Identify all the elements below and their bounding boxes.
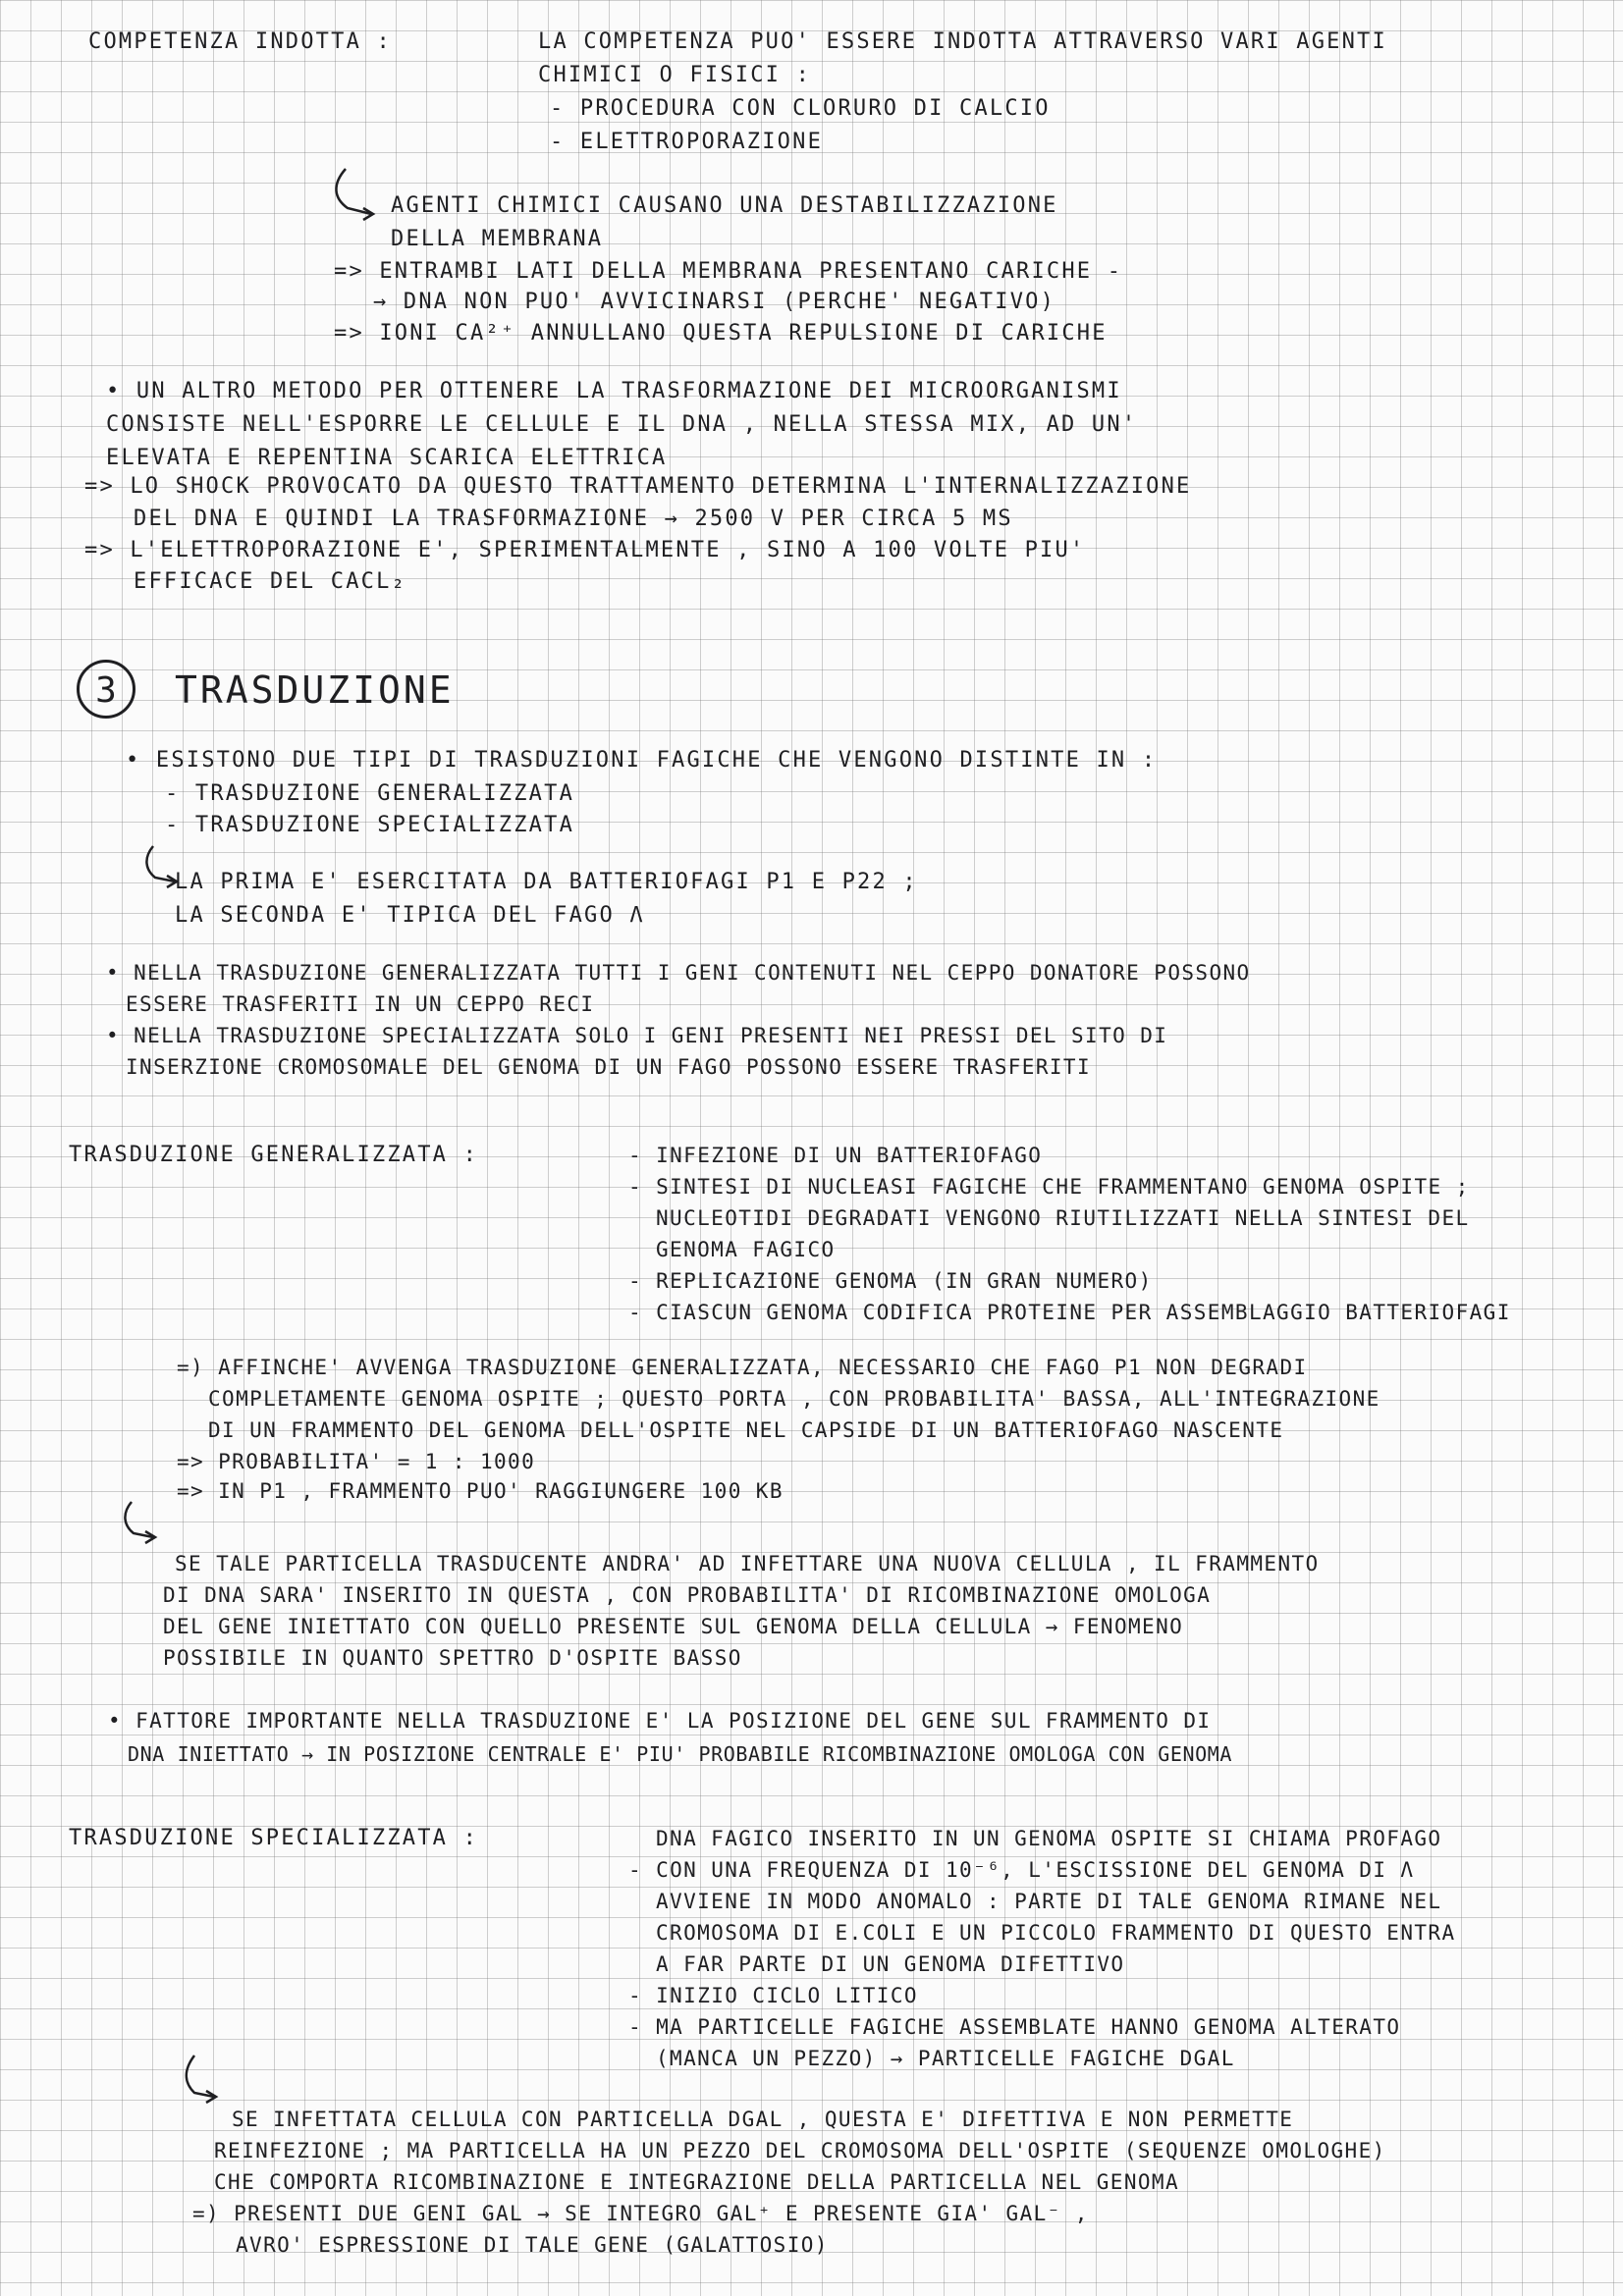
p1-frammento-line: => IN P1 , FRAMMENTO PUO' RAGGIUNGERE 100 KB — [177, 1479, 784, 1503]
particella-line-1: SE TALE PARTICELLA TRASDUCENTE ANDRA' AD INFETTARE UNA NUOVA CELLULA , IL FRAMMENTO — [175, 1552, 1320, 1575]
spec-line-1: • NELLA TRASDUZIONE SPECIALIZZATA SOLO I GENI PRESENTI NEI PRESSI DEL SITO DI — [106, 1024, 1168, 1047]
generalizzata-step-2a: - SINTESI DI NUCLEASI FAGICHE CHE FRAMMENTANO GENOMA OSPITE ; — [628, 1175, 1470, 1199]
particella-line-3: DEL GENE INIETTATO CON QUELLO PRESENTE SUL GENOMA DELLA CELLULA → FENOMENO — [163, 1615, 1184, 1638]
particella-line-2: DI DNA SARA' INSERITO IN QUESTA , CON PROBABILITA' DI RICOMBINAZIONE OMOLOGA — [163, 1583, 1212, 1607]
dgal-line-4: =) PRESENTI DUE GENI GAL → SE INTEGRO GAL⁺ E PRESENTE GIA' GAL⁻ , — [192, 2202, 1089, 2225]
particella-line-4: POSSIBILE IN QUANTO SPETTRO D'OSPITE BASSO — [163, 1646, 742, 1670]
competenza-chem-1: AGENTI CHIMICI CAUSANO UNA DESTABILIZZAZIONE — [391, 193, 1058, 218]
dgal-line-2: REINFEZIONE ; MA PARTICELLA HA UN PEZZO DEL CROMOSOMA DELL'OSPITE (SEQUENZE OMOLOGHE) — [214, 2139, 1386, 2163]
specializzata-step-1b: AVVIENE IN MODO ANOMALO : PARTE DI TALE GENOMA RIMANE NEL — [656, 1890, 1442, 1913]
dgal-line-3: CHE COMPORTA RICOMBINAZIONE E INTEGRAZIONE DELLA PARTICELLA NEL GENOMA — [214, 2170, 1180, 2194]
elettro-line-5: DEL DNA E QUINDI LA TRASFORMAZIONE → 2500 V PER CIRCA 5 MS — [134, 507, 1013, 531]
generalizzata-step-3: - REPLICAZIONE GENOMA (IN GRAN NUMERO) — [628, 1269, 1153, 1293]
prima-line: LA PRIMA E' ESERCITATA DA BATTERIOFAGI P1 E P22 ; — [175, 870, 918, 894]
competenza-intro-2: CHIMICI O FISICI : — [538, 63, 812, 87]
specializzata-step-1d: A FAR PARTE DI UN GENOMA DIFETTIVO — [656, 1952, 1125, 1976]
spec-line-2: INSERZIONE CROMOSOMALE DEL GENOMA DI UN FAGO POSSONO ESSERE TRASFERITI — [126, 1055, 1092, 1079]
specializzata-step-2: - INIZIO CICLO LITICO — [628, 1984, 918, 2007]
competenza-item-1: - PROCEDURA CON CLORURO DI CALCIO — [550, 96, 1051, 121]
dgal-line-5: AVRO' ESPRESSIONE DI TALE GENE (GALATTOSIO) — [236, 2233, 829, 2257]
affinche-line-2: COMPLETAMENTE GENOMA OSPITE ; QUESTO PORTA , CON PROBABILITA' BASSA, ALL'INTEGRAZIONE — [208, 1387, 1380, 1411]
section-title: TRASDUZIONE — [175, 668, 455, 712]
gen-line-2: ESSERE TRASFERITI IN UN CEPPO RECI — [126, 992, 595, 1016]
tipi-line-3: - TRASDUZIONE SPECIALIZZATA — [165, 813, 575, 837]
specializzata-heading: TRASDUZIONE SPECIALIZZATA : — [69, 1826, 479, 1850]
generalizzata-step-2c: GENOMA FAGICO — [656, 1238, 836, 1261]
affinche-line-1: =) AFFINCHE' AVVENGA TRASDUZIONE GENERALIZZATA, NECESSARIO CHE FAGO P1 NON DEGRADI — [177, 1356, 1308, 1379]
competenza-chem-2: DELLA MEMBRANA — [391, 227, 604, 251]
profago-line: DNA FAGICO INSERITO IN UN GENOMA OSPITE SI CHIAMA PROFAGO — [656, 1827, 1442, 1850]
section-number: 3 — [77, 660, 135, 719]
tipi-line-1: • ESISTONO DUE TIPI DI TRASDUZIONI FAGICHE CHE VENGONO DISTINTE IN : — [126, 748, 1158, 773]
specializzata-step-1a: - CON UNA FREQUENZA DI 10⁻⁶, L'ESCISSIONE DEL GENOMA DI Λ — [628, 1858, 1415, 1882]
gen-line-1: • NELLA TRASDUZIONE GENERALIZZATA TUTTI I GENI CONTENUTI NEL CEPPO DONATORE POSSONO — [106, 961, 1251, 985]
elettro-line-7: EFFICACE DEL CACL₂ — [134, 569, 407, 594]
elettro-line-6: => L'ELETTROPORAZIONE E', SPERIMENTALMENTE , SINO A 100 VOLTE PIU' — [84, 538, 1086, 562]
competenza-chem-4: → DNA NON PUO' AVVICINARSI (PERCHE' NEGATIVO) — [373, 290, 1056, 314]
generalizzata-step-1: - INFEZIONE DI UN BATTERIOFAGO — [628, 1144, 1043, 1167]
competenza-heading: COMPETENZA INDOTTA : — [88, 29, 392, 54]
competenza-item-2: - ELETTROPORAZIONE — [550, 130, 824, 154]
hook-arrow-icon — [175, 2054, 224, 2109]
competenza-chem-5: => IONI CA²⁺ ANNULLANO QUESTA REPULSIONE DI CARICHE — [334, 321, 1108, 346]
competenza-chem-3: => ENTRAMBI LATI DELLA MEMBRANA PRESENTANO CARICHE - — [334, 259, 1123, 284]
elettro-line-1: • UN ALTRO METODO PER OTTENERE LA TRASFORMAZIONE DEI MICROORGANISMI — [106, 379, 1122, 403]
specializzata-step-3b: (MANCA UN PEZZO) → PARTICELLE FAGICHE DGAL — [656, 2047, 1235, 2070]
elettro-line-4: => LO SHOCK PROVOCATO DA QUESTO TRATTAMENTO DETERMINA L'INTERNALIZZAZIONE — [84, 474, 1192, 499]
elettro-line-2: CONSISTE NELL'ESPORRE LE CELLULE E IL DNA , NELLA STESSA MIX, AD UN' — [106, 412, 1138, 437]
hook-arrow-icon — [116, 1500, 165, 1549]
specializzata-step-1c: CROMOSOMA DI E.COLI E UN PICCOLO FRAMMENTO DI QUESTO ENTRA — [656, 1921, 1456, 1945]
generalizzata-step-4: - CIASCUN GENOMA CODIFICA PROTEINE PER ASSEMBLAGGIO BATTERIOFAGI — [628, 1301, 1511, 1324]
hook-arrow-icon — [324, 165, 383, 224]
seconda-line: LA SECONDA E' TIPICA DEL FAGO Λ — [175, 903, 645, 928]
dgal-line-1: SE INFETTATA CELLULA CON PARTICELLA DGAL , QUESTA E' DIFETTIVA E NON PERMETTE — [232, 2108, 1294, 2131]
competenza-intro-1: LA COMPETENZA PUO' ESSERE INDOTTA ATTRAVERSO VARI AGENTI — [538, 29, 1387, 54]
generalizzata-step-2b: NUCLEOTIDI DEGRADATI VENGONO RIUTILIZZATI NELLA SINTESI DEL — [656, 1206, 1470, 1230]
generalizzata-heading: TRASDUZIONE GENERALIZZATA : — [69, 1143, 479, 1167]
fattore-line-2: DNA INIETTATO → IN POSIZIONE CENTRALE E' PIU' PROBABILE RICOMBINAZIONE OMOLOGA CON GENOMA — [128, 1742, 1233, 1766]
probabilita-line: => PROBABILITA' = 1 : 1000 — [177, 1450, 536, 1473]
elettro-line-3: ELEVATA E REPENTINA SCARICA ELETTRICA — [106, 446, 668, 470]
affinche-line-3: DI UN FRAMMENTO DEL GENOMA DELL'OSPITE NEL CAPSIDE DI UN BATTERIOFAGO NASCENTE — [208, 1418, 1284, 1442]
tipi-line-2: - TRASDUZIONE GENERALIZZATA — [165, 781, 575, 806]
specializzata-step-3a: - MA PARTICELLE FAGICHE ASSEMBLATE HANNO GENOMA ALTERATO — [628, 2015, 1401, 2039]
fattore-line-1: • FATTORE IMPORTANTE NELLA TRASDUZIONE E' LA POSIZIONE DEL GENE SUL FRAMMENTO DI — [108, 1709, 1212, 1733]
